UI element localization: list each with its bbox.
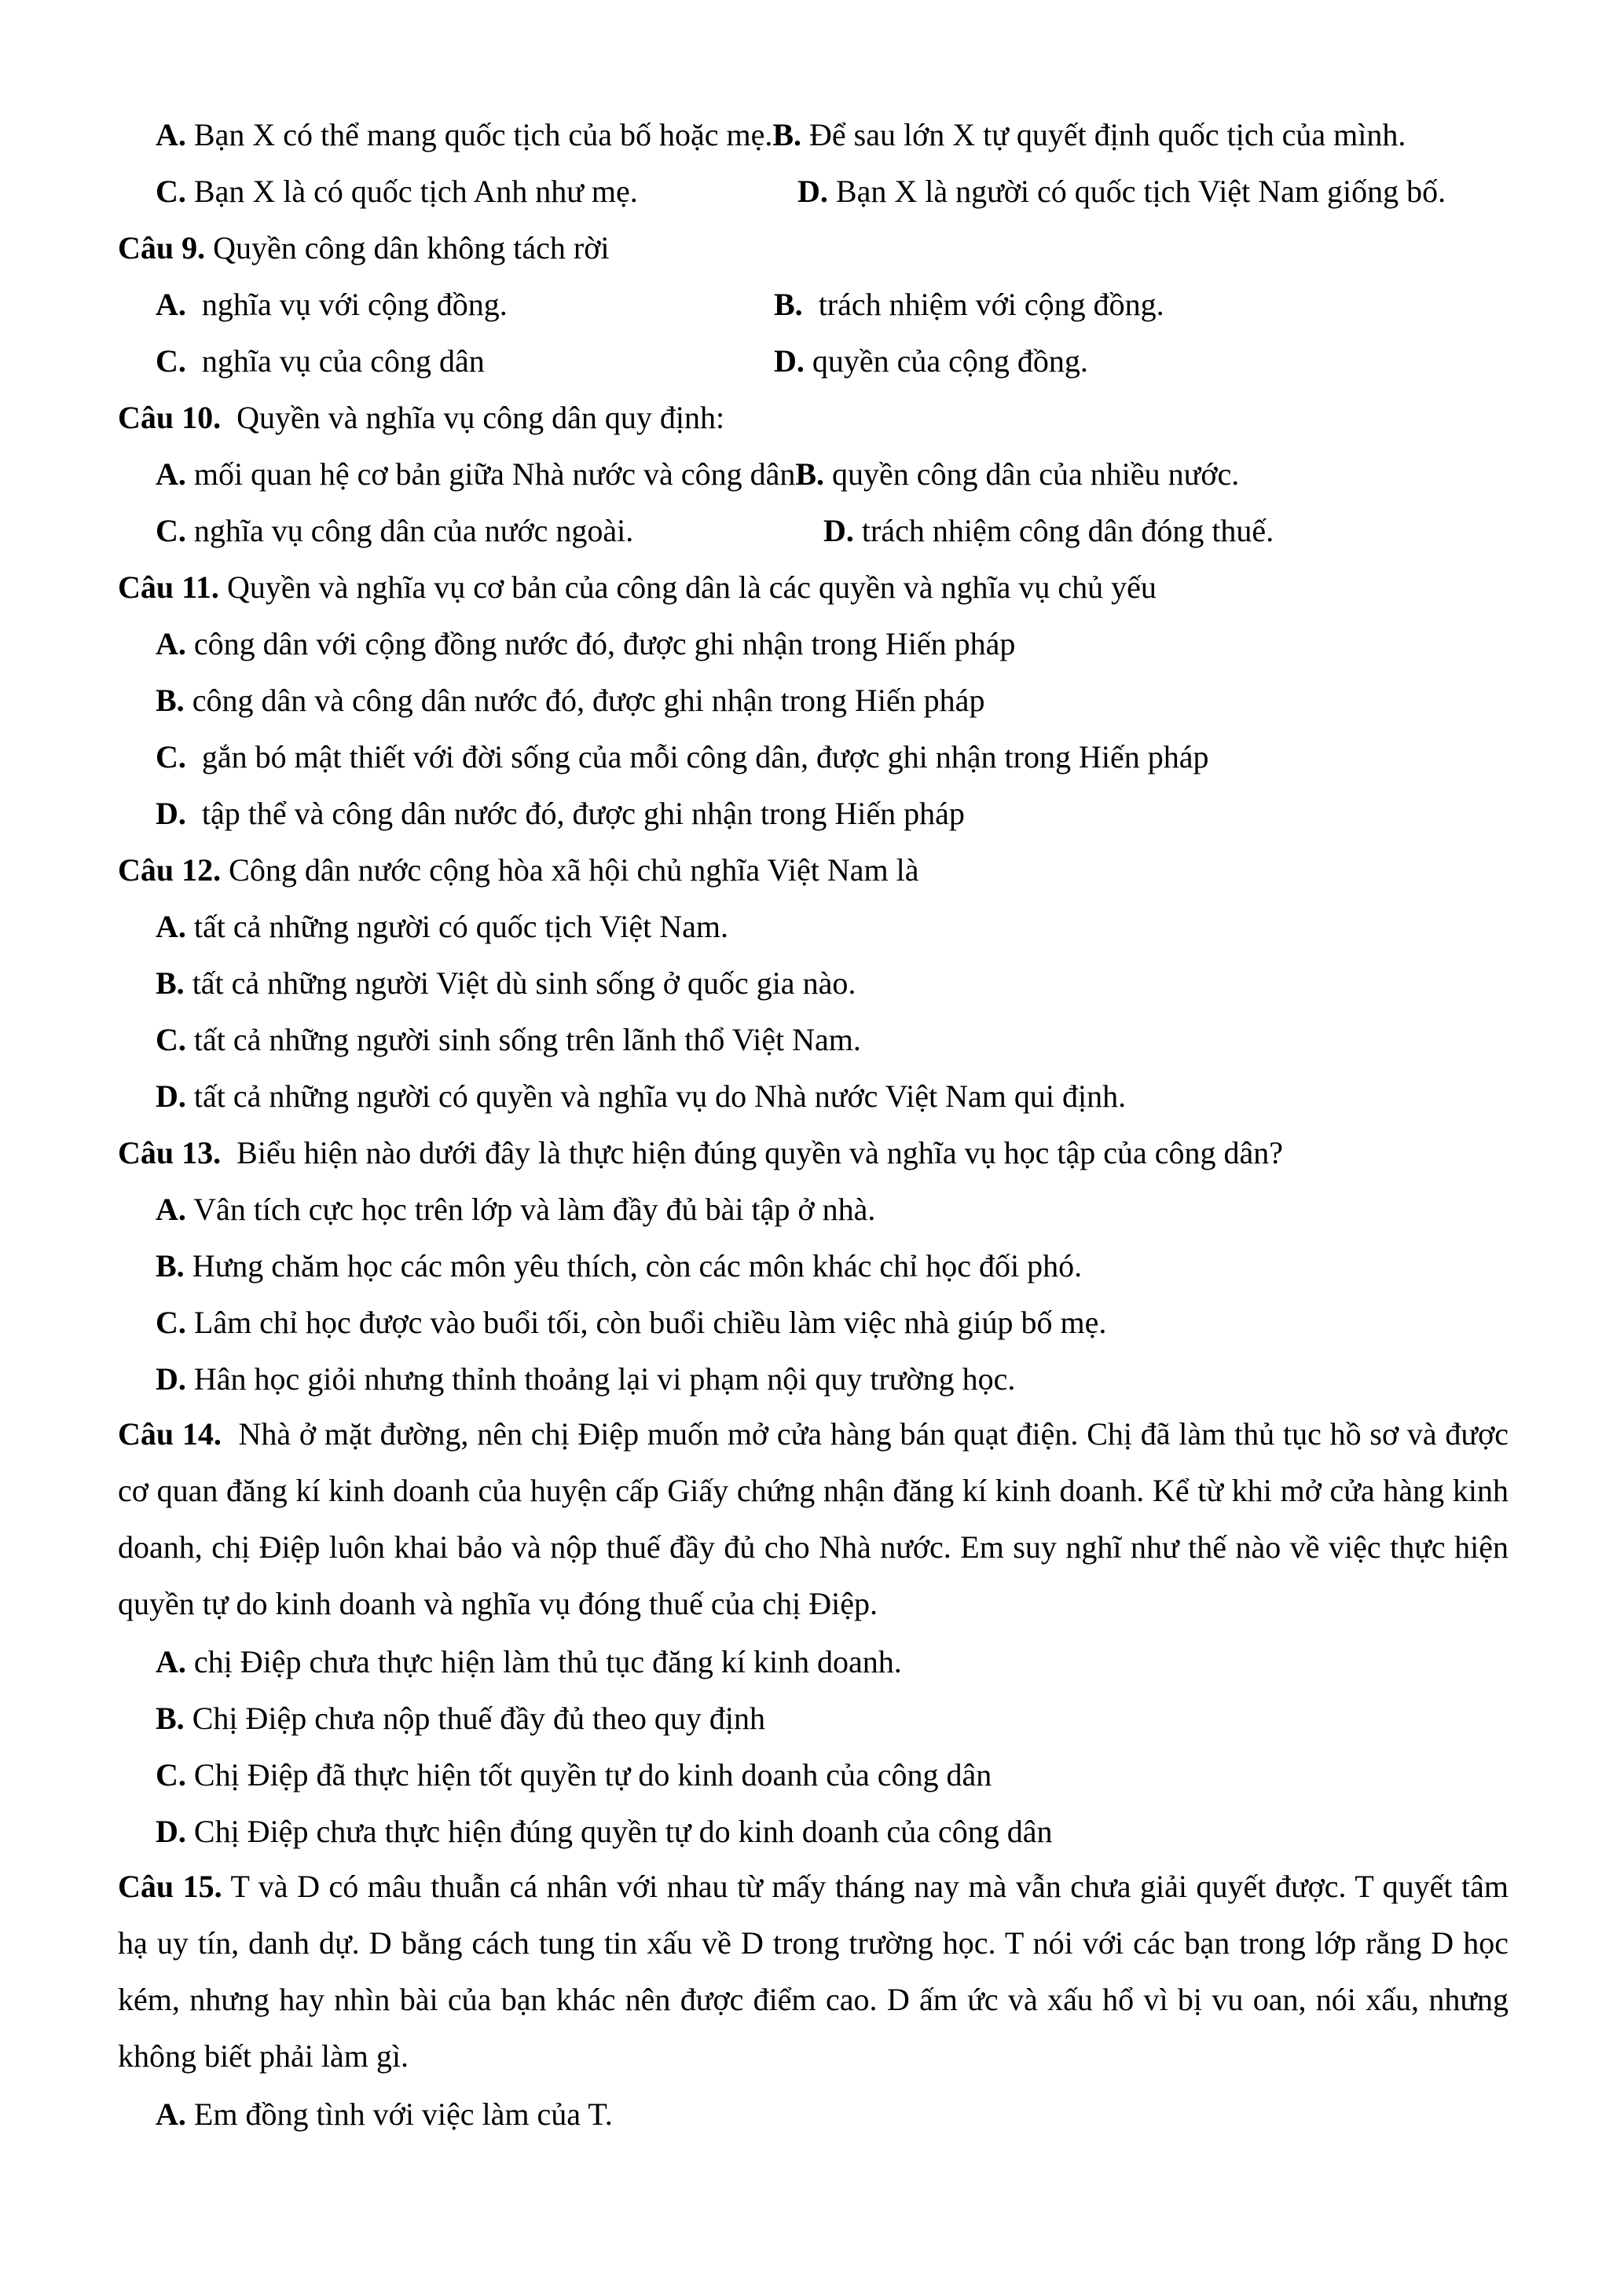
option-b: B. Chị Điệp chưa nộp thuế đầy đủ theo quy định bbox=[156, 1701, 766, 1736]
option-a: A. Em đồng tình với việc làm của T. bbox=[156, 2096, 613, 2132]
option-d: D. tất cả những người có quyền và nghĩa vụ do Nhà nước Việt Nam qui định. bbox=[156, 1078, 1127, 1114]
option-d: D. Bạn X là người có quốc tịch Việt Nam giống bố. bbox=[797, 174, 1446, 209]
option-a: A. công dân với cộng đồng nước đó, được ghi nhận trong Hiến pháp bbox=[156, 626, 1016, 661]
question-9: Câu 9. Quyền công dân không tách rời bbox=[118, 230, 610, 265]
option-b: B. Hưng chăm học các môn yêu thích, còn các môn khác chỉ học đối phó. bbox=[156, 1248, 1083, 1283]
option-c: C. Bạn X là có quốc tịch Anh như mẹ. bbox=[156, 174, 638, 209]
option-c: C. Lâm chỉ học được vào buổi tối, còn buổi chiều làm việc nhà giúp bố mẹ. bbox=[156, 1305, 1107, 1340]
option-a: A. Vân tích cực học trên lớp và làm đầy đủ bài tập ở nhà. bbox=[156, 1192, 876, 1227]
option-b: B. trách nhiệm với cộng đồng. bbox=[774, 287, 1164, 322]
option-c: C. Chị Điệp đã thực hiện tốt quyền tự do kinh doanh của công dân bbox=[156, 1757, 992, 1792]
question-15: Câu 15. T và D có mâu thuẫn cá nhân với nhau từ mấy tháng nay mà vẫn chưa giải quyết được. T quyết tâm hạ uy tín, danh dự. D bằng cách tung tin xấu về D trong trường học. T nói với các bạn trong lớp rằng D học kém, nhưng hay nhìn bài của bạn khác nên được điểm cao. D ấm ức và xấu hổ vì bị vu oan, nói xấu, nhưng không biết phải làm gì. bbox=[118, 1869, 1509, 2074]
option-a: A. nghĩa vụ với cộng đồng. bbox=[156, 287, 508, 322]
option-d: D. Chị Điệp chưa thực hiện đúng quyền tự do kinh doanh của công dân bbox=[156, 1814, 1053, 1849]
option-d: D. tập thể và công dân nước đó, được ghi nhận trong Hiến pháp bbox=[156, 796, 965, 831]
question-12: Câu 12. Công dân nước cộng hòa xã hội chủ nghĩa Việt Nam là bbox=[118, 852, 919, 888]
option-c: C. nghĩa vụ công dân của nước ngoài. bbox=[156, 513, 634, 548]
option-d: D. trách nhiệm công dân đóng thuế. bbox=[823, 513, 1274, 548]
option-a: A. mối quan hệ cơ bản giữa Nhà nước và công dânB. quyền công dân của nhiều nước. bbox=[156, 456, 1240, 492]
option-a: A. Bạn X có thể mang quốc tịch của bố hoặc mẹ.B. Để sau lớn X tự quyết định quốc tịch của mình. bbox=[156, 117, 1406, 152]
option-c: C. nghĩa vụ của công dân bbox=[156, 343, 485, 379]
question-13: Câu 13. Biểu hiện nào dưới đây là thực hiện đúng quyền và nghĩa vụ học tập của công dân? bbox=[118, 1135, 1284, 1170]
option-c: C. gắn bó mật thiết với đời sống của mỗi công dân, được ghi nhận trong Hiến pháp bbox=[156, 739, 1209, 774]
option-d: D. quyền của cộng đồng. bbox=[774, 343, 1088, 379]
option-d: D. Hân học giỏi nhưng thỉnh thoảng lại vi phạm nội quy trường học. bbox=[156, 1361, 1016, 1397]
option-c: C. tất cả những người sinh sống trên lãnh thổ Việt Nam. bbox=[156, 1022, 861, 1057]
question-14: Câu 14. Nhà ở mặt đường, nên chị Điệp muốn mở cửa hàng bán quạt điện. Chị đã làm thủ tục hồ sơ và được cơ quan đăng kí kinh doanh của huyện cấp Giấy chứng nhận đăng kí kinh doanh. Kể từ khi mở cửa hàng kinh doanh, chị Điệp luôn khai bảo và nộp thuế đầy đủ cho Nhà nước. Em suy nghĩ như thế nào về việc thực hiện quyền tự do kinh doanh và nghĩa vụ đóng thuế của chị Điệp. bbox=[118, 1416, 1509, 1621]
question-10: Câu 10. Quyền và nghĩa vụ công dân quy định: bbox=[118, 400, 725, 435]
option-a: A. tất cả những người có quốc tịch Việt Nam. bbox=[156, 909, 728, 944]
option-b: B. công dân và công dân nước đó, được ghi nhận trong Hiến pháp bbox=[156, 683, 985, 718]
option-b: B. tất cả những người Việt dù sinh sống ở quốc gia nào. bbox=[156, 965, 856, 1001]
question-11: Câu 11. Quyền và nghĩa vụ cơ bản của công dân là các quyền và nghĩa vụ chủ yếu bbox=[118, 569, 1157, 605]
option-a: A. chị Điệp chưa thực hiện làm thủ tục đăng kí kinh doanh. bbox=[156, 1644, 902, 1679]
